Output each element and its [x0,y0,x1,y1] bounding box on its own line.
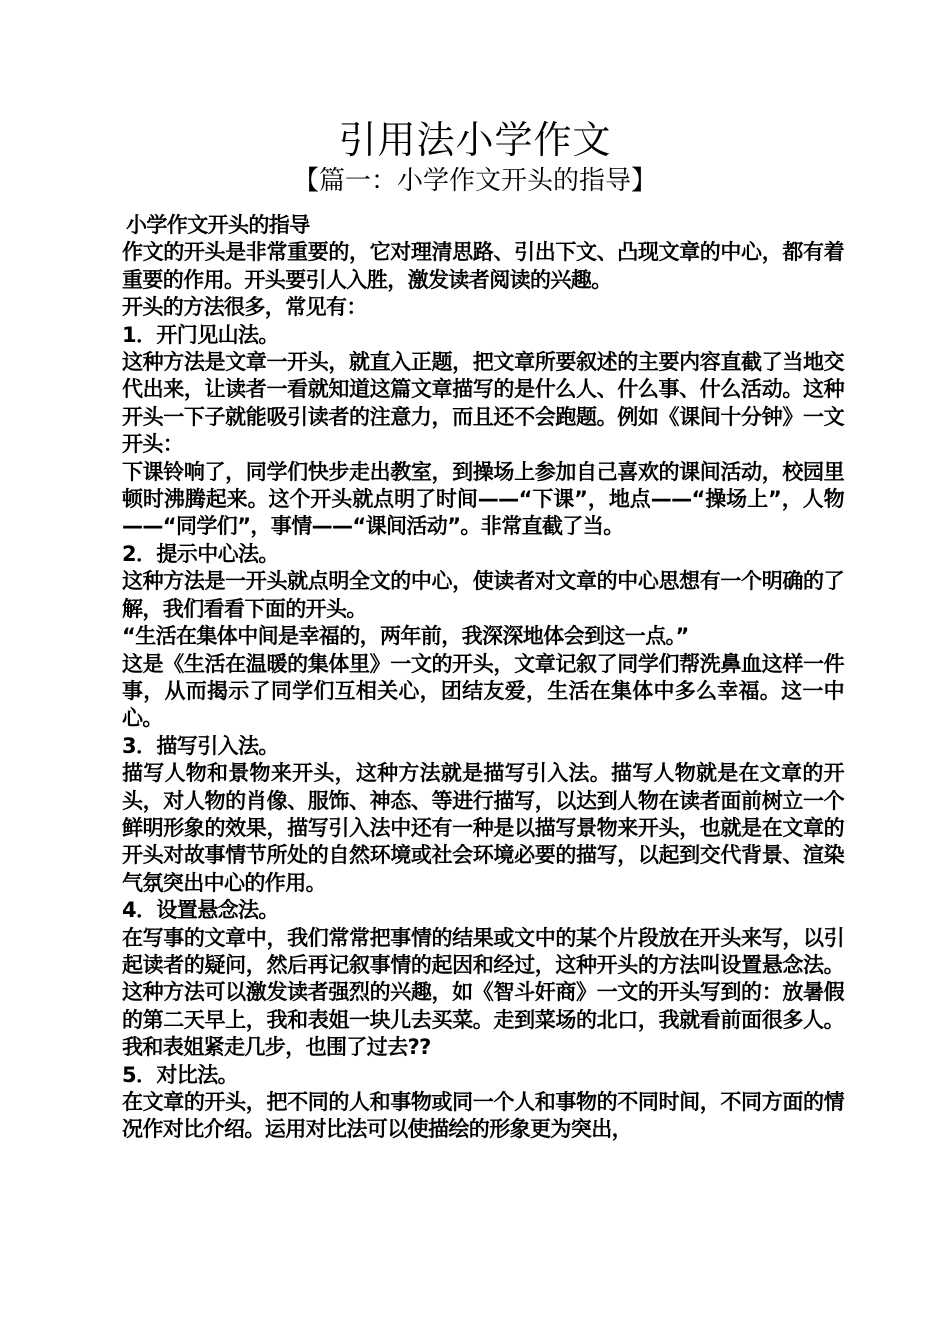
paragraph-method-2: 这种方法是一开头就点明全文的中心，使读者对文章的中心思想有一个明确的了解，我们看看下面的开头。 [122,569,844,621]
paragraph-intro: 作文的开头是非常重要的，它对理清思路、引出下文、凸现文章的中心，都有着重要的作用。开头要引人入胜，激发读者阅读的兴趣。 [122,240,844,292]
method-heading-1: 1．开门见山法。 [122,322,279,347]
paragraph-method-3: 描写人物和景物来开头，这种方法就是描写引入法。描写人物就是在文章的开头，对人物的肖像、服饰、神态、等进行描写，以达到人物在读者面前树立一个鲜明形象的效果，描写引入法中还有一种是以描写景物来开头，也就是在文章的开头对故事情节所处的自然环境或社会环境必要的描写，以起到交代背景、渲染气氛突出中心的作用。 [122,761,844,895]
paragraph-methods-intro: 开头的方法很多，常见有： [122,295,367,320]
paragraph-example-1: 下课铃响了，同学们快步走出教室，到操场上参加自己喜欢的课间活动，校园里顿时沸腾起来。这个开头就点明了时间——“下课”，地点——“操场上”，人物——“同学们”，事情——“课间活动”。非常直截了当。 [122,459,844,539]
paragraph-example-2: 这是《生活在温暖的集体里》一文的开头，文章记叙了同学们帮洗鼻血这样一件事，从而揭示了同学们互相关心，团结友爱，生活在集体中多么幸福。这一中心。 [122,651,844,731]
paragraph-method-4: 在写事的文章中，我们常常把事情的结果或文中的某个片段放在开头来写，以引起读者的疑问，然后再记叙事情的起因和经过，这种开头的方法叫设置悬念法。这种方法可以激发读者强烈的兴趣，如《智斗奸商》一文的开头写到的：放暑假的第二天早上，我和表姐一块儿去买菜。走到菜场的北口，我就看前面很多人。我和表姐紧走几步，也围了过去?? [122,925,844,1060]
method-heading-4: 4．设置悬念法。 [122,898,279,923]
paragraph-method-5: 在文章的开头，把不同的人和事物或同一个人和事物的不同时间，不同方面的情况作对比介绍。运用对比法可以使描绘的形象更为突出， [122,1090,844,1142]
document-subtitle: 【篇一：小学作文开头的指导】 [292,166,657,196]
document-body [116,212,844,1144]
paragraph-method-1: 这种方法是文章一开头，就直入正题，把文章所要叙述的主要内容直截了当地交代出来，让读者一看就知道这篇文章描写的是什么人、什么事、什么活动。这种开头一下子就能吸引读者的注意力，而且还不会跑题。例如《课间十分钟》一文开头： [122,350,844,457]
section-heading: 小学作文开头的指导 [126,213,310,237]
method-heading-5: 5．对比法。 [122,1062,239,1087]
paragraph-quote-2: “生活在集体中间是幸福的，两年前，我深深地体会到这一点。” [122,624,689,649]
method-heading-3: 3．描写引入法。 [122,733,279,758]
method-heading-2: 2．提示中心法。 [122,541,279,566]
document-title: 引用法小学作文 [338,118,612,162]
